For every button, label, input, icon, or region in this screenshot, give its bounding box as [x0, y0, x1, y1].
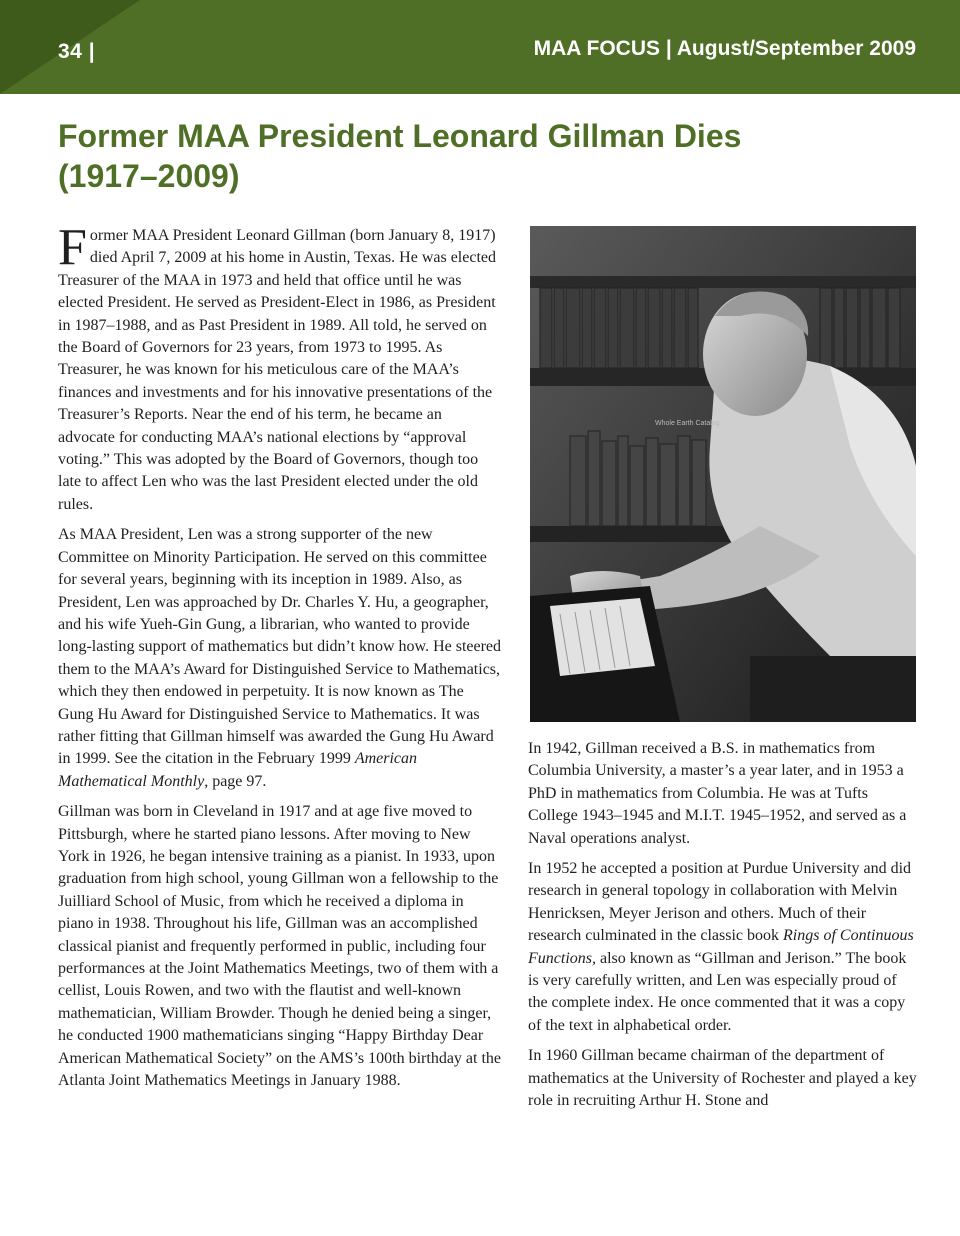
pianist-photo-icon: [530, 226, 916, 722]
paragraph-2: [58, 524, 502, 793]
paragraph-3: Gillman was born in Cleveland in 1917 and at age five moved to Pittsburgh, where he started piano lessons. After moving to New York in 1926, he began intensive training as a pianist. In 1933, upon graduation from high school, young Gillman won a fellowship to the Juilliard School of Music, from which he received a diploma in piano in 1938. Throughout his life, Gillman was an accomplished classical pianist and frequently performed in public, including four performances at the Joint Mathematics Meetings, two of them with a cellist, Louis Rowen, and two with the flautist and well-known mathematician, William Browder. Though he denied being a singer, he conducted 1900 mathematicians singing “Happy Birthday Dear American Mathematical Society” on the AMS’s 100th birthday at the Atlanta Joint Mathematics Meetings in January 1988.: [58, 803, 502, 1090]
paragraph-1-text: ormer MAA President Leonard Gillman (born January 8, 1917) died April 7, 2009 at his home in Austin, Texas. He was elected Treasurer of the MAA in 1973 and held that office until he was elected President. He served as President-Elect in 1986, as President in 1987–1988, and as Past President in 1989. All told, he served on the Board of Governors for 23 years, from 1973 to 1995. As Treasurer, he was known for his meticulous care of the MAA’s finances and investments and for his innovative presentations of the Treasurer’s Reports. Near the end of his term, he became an advocate for conducting MAA’s national elections by “approval voting.” This was adopted by the Board of Governors, though too late to affect Len who was the last President elected under the old rules.: [58, 227, 496, 513]
paragraph-1: [58, 219, 502, 516]
left-column: [58, 219, 502, 1100]
masthead: MAA FOCUS | August/September 2009: [533, 37, 916, 60]
paragraph-4: In 1942, Gillman received a B.S. in mathematics from Columbia University, a master’s a year later, and in 1953 a PhD in mathematics from Columbia. He was at Tufts College 1943–1945 and M.I.T. 1945–1952, and served as a Naval operations analyst.: [528, 740, 907, 847]
paragraph-5: [528, 858, 918, 1037]
article-title: Former MAA President Leonard Gillman Dies (1917–2009): [58, 118, 742, 194]
paragraph-2-end: , page 97.: [204, 772, 267, 790]
paragraph-2-text: As MAA President, Len was a strong supporter of the new Committee on Minority Participation. He served on this committee for several years, beginning with its inception in 1989. Also, as President, Len was approached by Dr. Charles Y. Hu, a geographer, and his wife Yueh-Gin Gung, a librarian, who wanted to provide long-lasting support of mathematics but didn’t know how. He steered them to the MAA’s Award for Distinguished Service to Mathematics, which they then endowed in perpetuity. It is now known as The Gung Hu Award for Distinguished Service to Mathematics. It was rather fitting that Gillman himself was awarded the Gung Hu Award in 1999. See the citation in the February 1999: [58, 526, 502, 768]
book-title: Rings of Continuous Functions,: [528, 927, 914, 967]
paragraph-5-text: In 1952 he accepted a position at Purdue University and did research in general topology in collaboration with Melvin Henricksen, Meyer Jerison and others. Much of their research culminated in the classic book: [528, 860, 912, 945]
page-number: 34 |: [58, 40, 96, 63]
paragraph-6: In 1960 Gillman became chairman of the department of mathematics at the University of Rochester and played a key role in recruiting Arthur H. Stone and: [528, 1047, 917, 1110]
drop-cap: F: [58, 219, 87, 276]
portrait-photo: [530, 226, 916, 722]
journal-title: American Mathematical Monthly: [58, 750, 418, 790]
page-header: [0, 0, 960, 94]
right-column: [528, 738, 918, 1121]
book-spine-label: Whole Earth Catalog: [655, 420, 720, 427]
paragraph-5-end: also known as “Gillman and Jerison.” The book is very carefully written, and Len was especially proud of the complete index. He once commented that it was a copy of the text in alphabetical order.: [528, 949, 907, 1034]
